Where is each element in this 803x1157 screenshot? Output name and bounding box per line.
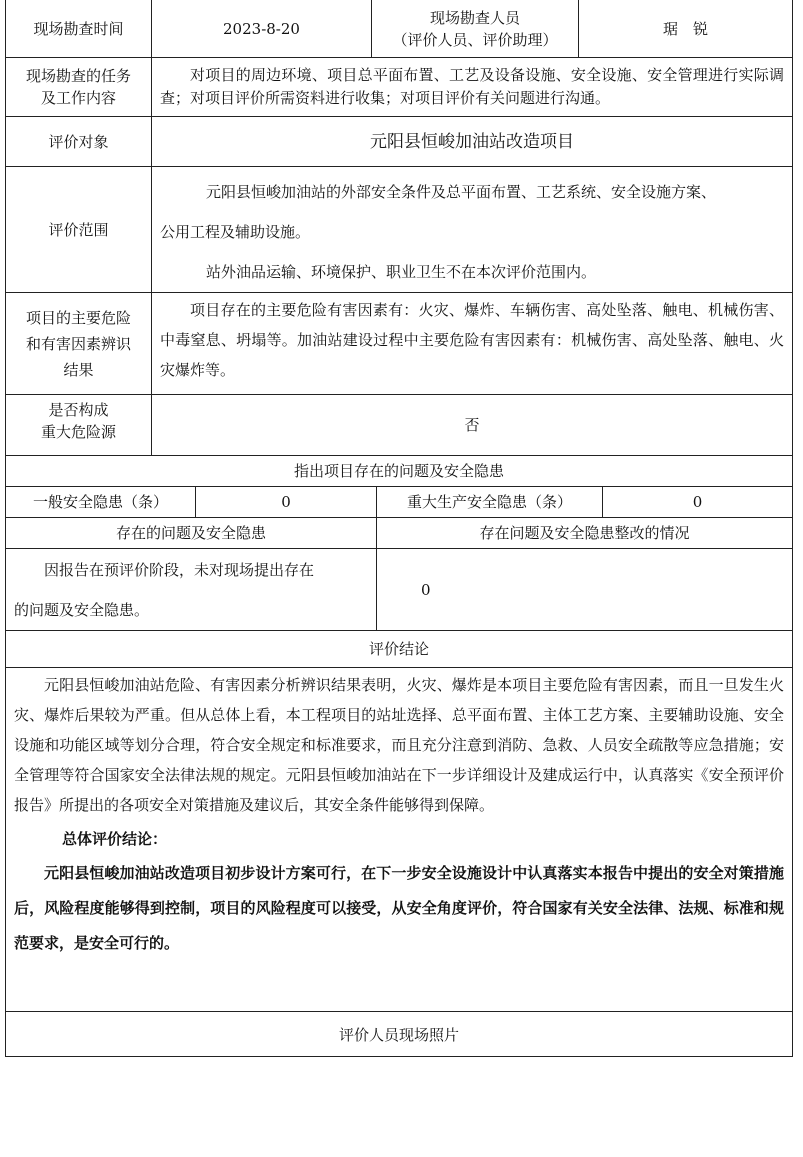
row-issues-title	[6, 456, 792, 487]
row-task	[6, 58, 792, 117]
row-problems-header	[6, 518, 792, 549]
general-hazard-count: 0	[196, 487, 377, 517]
problems-text: 因报告在预评价阶段，未对现场提出存在 的问题及安全隐患。	[6, 549, 377, 630]
rectification-header: 存在问题及安全隐患整改的情况	[479, 524, 690, 542]
survey-record-table	[5, 0, 793, 1057]
problems-header: 存在的问题及安全隐患	[6, 518, 377, 548]
survey-staff-value: 琚 锐	[662, 19, 708, 38]
major-hazard-count: 0	[692, 493, 703, 511]
object-label: 评价对象	[6, 117, 152, 166]
scope-label: 评价范围	[6, 167, 152, 292]
major-hazard-value: 否	[464, 416, 480, 434]
survey-time-label: 现场勘查时间	[6, 0, 152, 57]
rectification-value: 0	[421, 580, 431, 599]
conclusion-body: 元阳县恒峻加油站危险、有害因素分析辨识结果表明，火灾、爆炸是本项目主要危险有害因素，而且一旦发生火灾、爆炸后果较为严重。但从总体上看，本工程项目的站址选择、总平面布置、主体工艺方案、主要辅助设施、安全设施和功能区域等划分合理，符合安全规定和标准要求，而且充分注意到消防、急救、人员安全疏散等应急措施；安全管理等符合国家安全法律法规的规定。元阳县恒峻加油站在下一步详细设计及建成运行中，认真落实《安全预评价报告》所提出的各项安全对策措施及建议后，其安全条件能够得到保障。	[14, 676, 784, 814]
major-hazard-label: 是否构成 重大危险源	[6, 395, 152, 455]
row-problems-content	[6, 549, 792, 631]
row-issue-counts	[6, 487, 792, 518]
photos-title: 评价人员现场照片	[338, 1025, 459, 1044]
scope-content: 元阳县恒峻加油站的外部安全条件及总平面布置、工艺系统、安全设施方案、 公用工程及辅助设施。 站外油品运输、环境保护、职业卫生不在本次评价范围内。	[160, 183, 717, 281]
row-survey-info	[6, 0, 792, 58]
hazards-content: 项目存在的主要危险有害因素有：火灾、爆炸、车辆伤害、高处坠落、触电、机械伤害、中毒窒息、坍塌等。加油站建设过程中主要危险有害因素有：机械伤害、高处坠落、触电、火灾爆炸等。	[160, 301, 784, 379]
row-object	[6, 117, 792, 167]
conclusion-content	[6, 668, 792, 1011]
issues-title: 指出项目存在的问题及安全隐患	[293, 462, 504, 480]
object-value: 元阳县恒峻加油站改造项目	[370, 131, 574, 152]
general-hazard-label: 一般安全隐患（条）	[6, 487, 196, 517]
row-conclusion-title	[6, 631, 792, 668]
major-hazard-count-label: 重大生产安全隐患（条）	[377, 487, 603, 517]
row-major-hazard	[6, 395, 792, 456]
hazards-label: 项目的主要危险 和有害因素辨识 结果	[6, 293, 152, 394]
task-content: 对项目的周边环境、项目总平面布置、工艺及设备设施、安全设施、安全管理进行实际调查；对项目评价所需资料进行收集；对项目评价有关问题进行沟通。	[160, 66, 784, 107]
task-label: 现场勘查的任务 及工作内容	[6, 58, 152, 116]
row-hazards	[6, 293, 792, 395]
overall-conclusion-title: 总体评价结论：	[62, 830, 168, 848]
row-photos-title	[6, 1012, 792, 1057]
overall-conclusion-body: 元阳县恒峻加油站改造项目初步设计方案可行，在下一步安全设施设计中认真落实本报告中提出的安全对策措施后，风险程度能够得到控制，项目的风险程度可以接受，从安全角度评价，符合国家有关安全法律、法规、标准和规范要求，是安全可行的。	[14, 864, 784, 952]
survey-staff-label: 现场勘查人员 （评价人员、评价助理）	[372, 0, 579, 57]
row-conclusion-body	[6, 668, 792, 1012]
row-scope	[6, 167, 792, 293]
conclusion-title: 评价结论	[368, 640, 429, 658]
survey-time-value: 2023-8-20	[152, 0, 372, 57]
